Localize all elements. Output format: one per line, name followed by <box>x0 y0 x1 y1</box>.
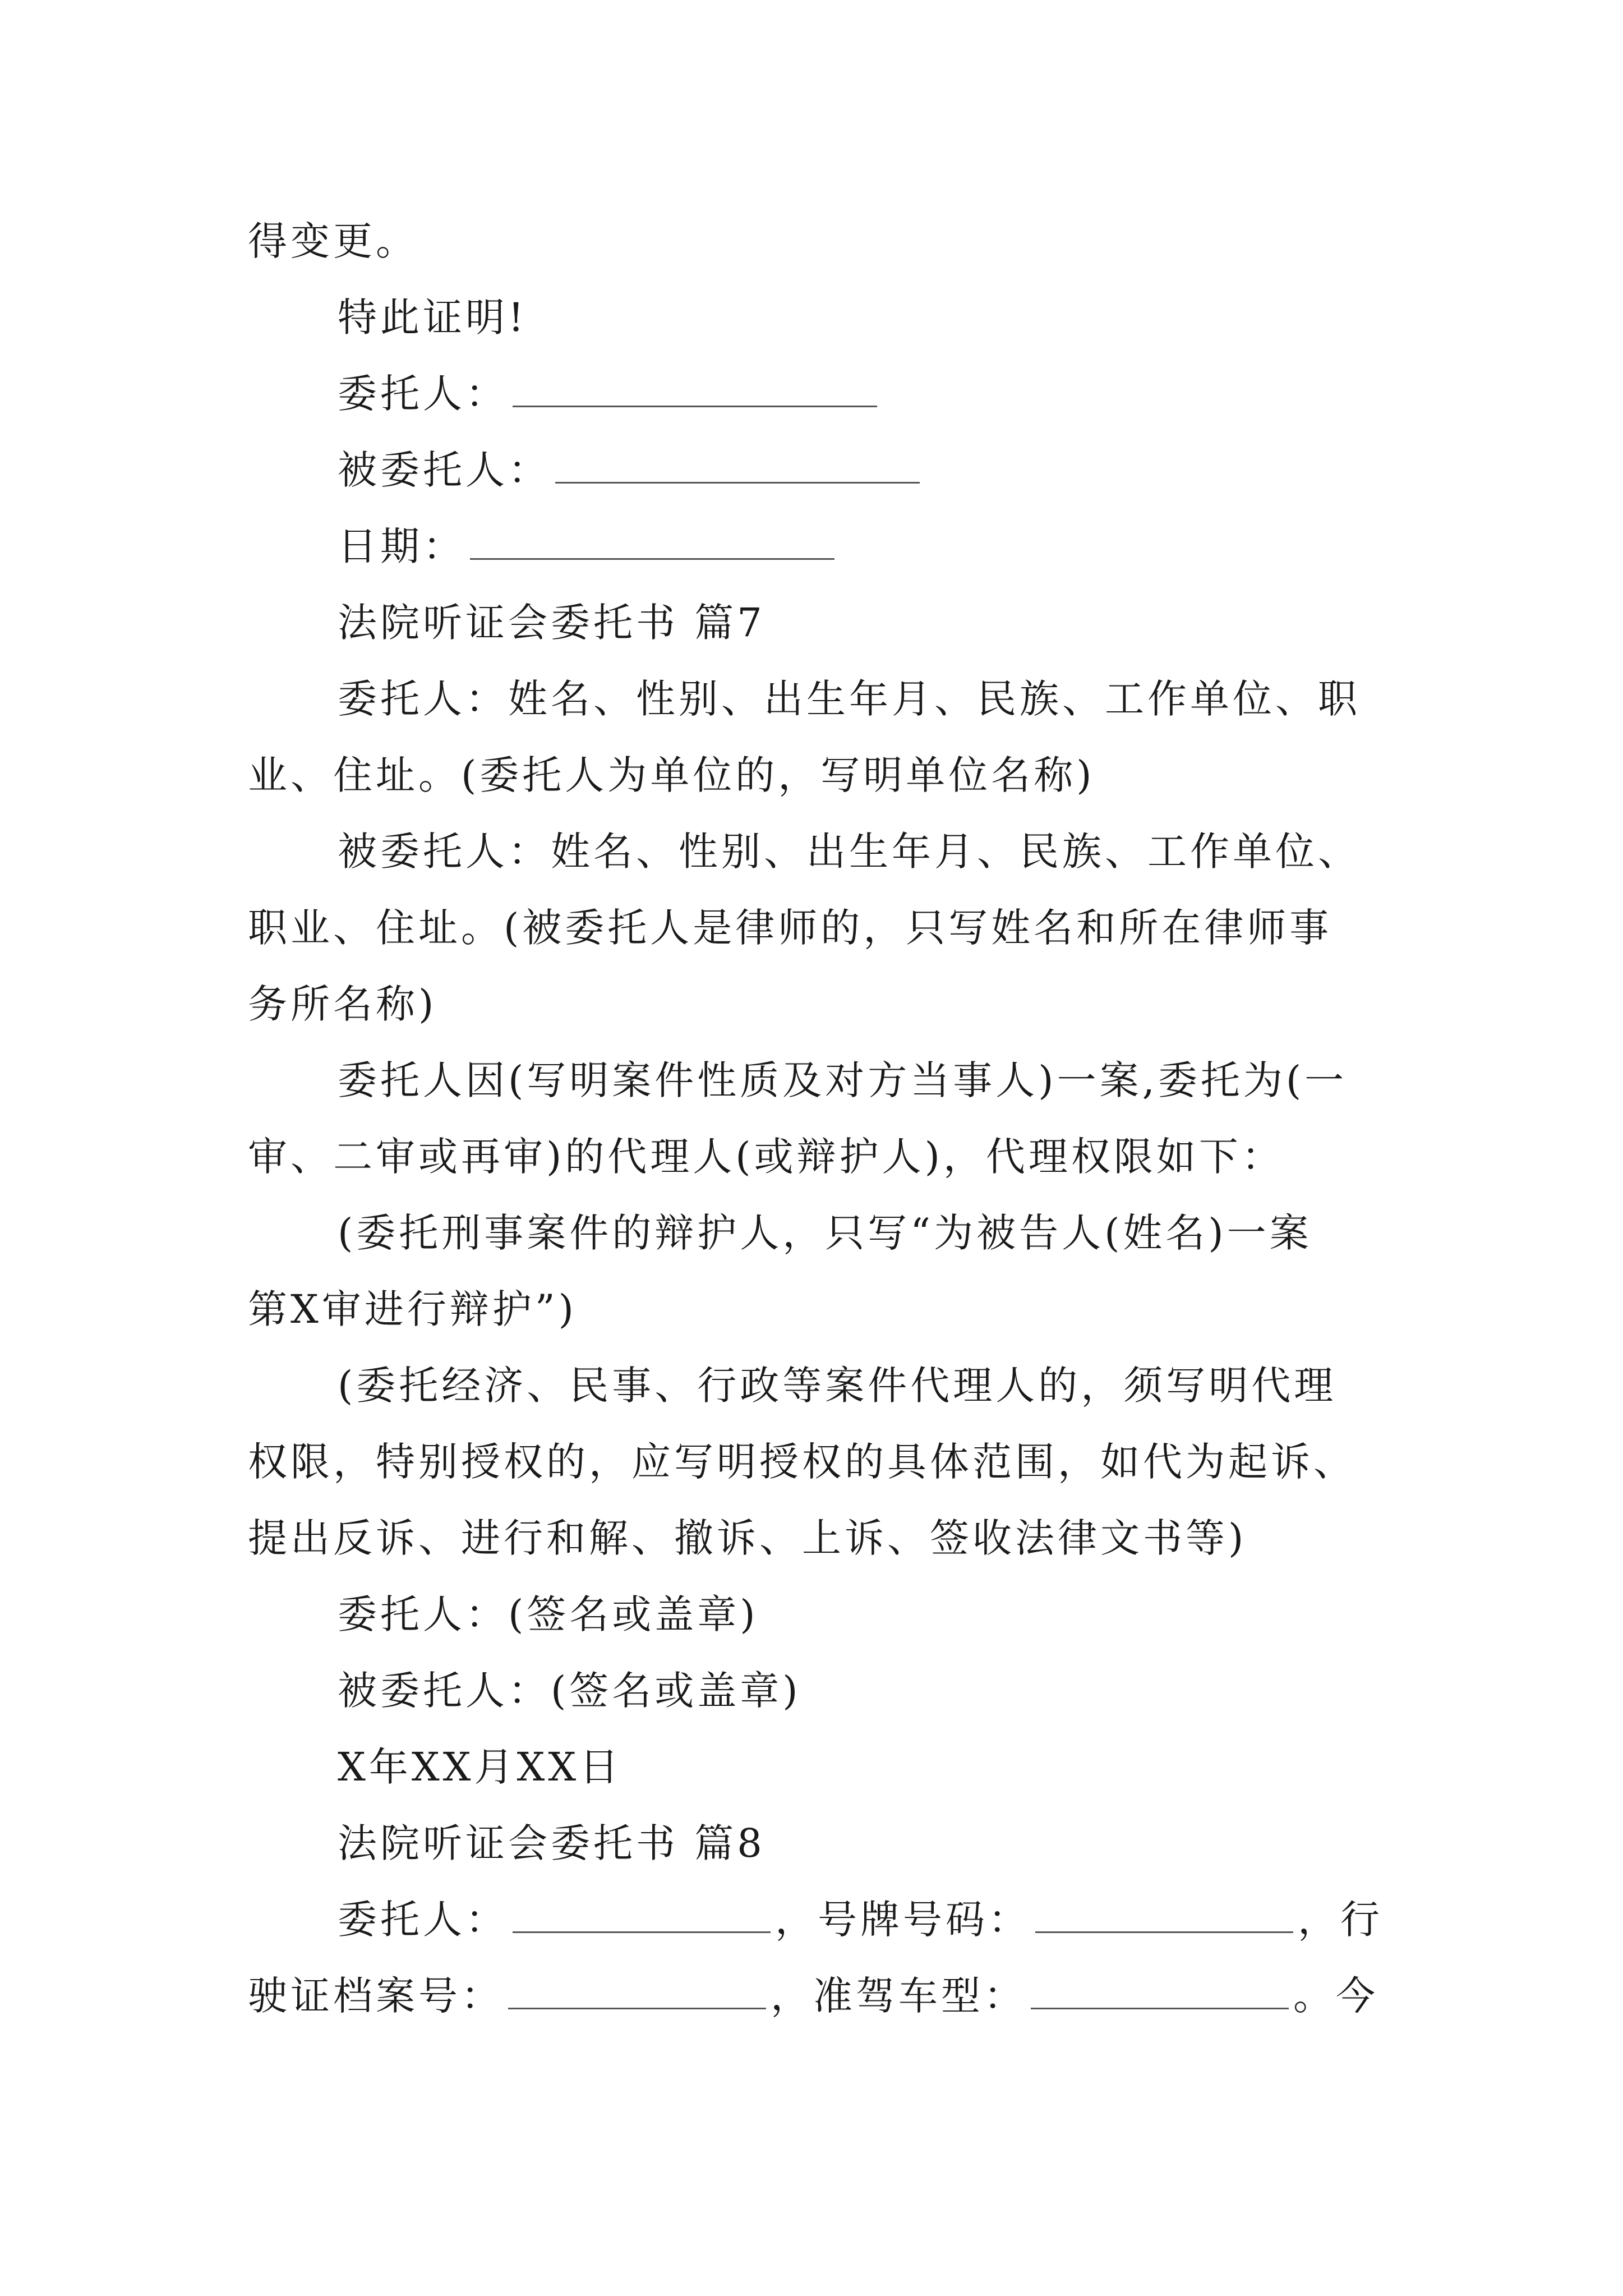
section-heading: 法院听证会委托书 篇8 <box>338 1820 766 1866</box>
document-body <box>248 203 1392 2034</box>
text-line: 被委托人：姓名、性别、出生年月、民族、工作单位、 <box>338 829 1361 875</box>
license-blank <box>508 1964 766 2009</box>
text-line: 提出反诉、进行和解、撤诉、上诉、签收法律文书等) <box>248 1515 1247 1561</box>
text-line: (委托刑事案件的辩护人，只写“为被告人(姓名)一案 <box>338 1210 1312 1256</box>
vehicle-type-blank <box>1031 1964 1289 2009</box>
text-line: 得变更。 <box>248 218 418 264</box>
agent-signature-line: 被委托人： <box>248 432 1392 508</box>
text-line: 职业、住址。(被委托人是律师的，只写姓名和所在律师事 <box>248 905 1332 951</box>
principal-signature-line: 委托人： <box>248 356 1392 432</box>
text-line: 被委托人：(签名或盖章) <box>338 1668 801 1714</box>
form-row-principal: 委托人： ，号牌号码： ，行 <box>248 1881 1392 1958</box>
form-row-license: 驶证档案号： ，准驾车型： 。今 <box>248 1958 1392 2034</box>
text-line: 审、二审或再审)的代理人(或辩护人)，代理权限如下： <box>248 1134 1284 1180</box>
principal-blank <box>513 362 877 407</box>
text-line: (委托经济、民事、行政等案件代理人的，须写明代理 <box>338 1363 1337 1409</box>
text-line: 特此证明! <box>338 295 528 341</box>
text-line: 委托人：(签名或盖章) <box>338 1591 759 1637</box>
text-line: 务所名称) <box>248 981 437 1027</box>
text-line: 委托人：姓名、性别、出生年月、民族、工作单位、职 <box>338 676 1361 722</box>
plate-blank <box>1035 1888 1293 1933</box>
agent-blank <box>555 438 920 484</box>
text-line: 权限，特别授权的，应写明授权的具体范围，如代为起诉、 <box>248 1439 1356 1485</box>
principal-blank <box>513 1888 771 1933</box>
text-line: X年XX月XX日 <box>338 1744 623 1790</box>
text-line: 委托人因(写明案件性质及对方当事人)一案,委托为(一 <box>338 1057 1348 1103</box>
section-heading: 法院听证会委托书 篇7 <box>338 600 766 646</box>
date-line: 日期： <box>248 508 1392 585</box>
date-blank <box>470 514 834 560</box>
text-line: 第X审进行辩护”) <box>248 1286 577 1332</box>
text-line: 业、住址。(委托人为单位的，写明单位名称) <box>248 752 1095 798</box>
